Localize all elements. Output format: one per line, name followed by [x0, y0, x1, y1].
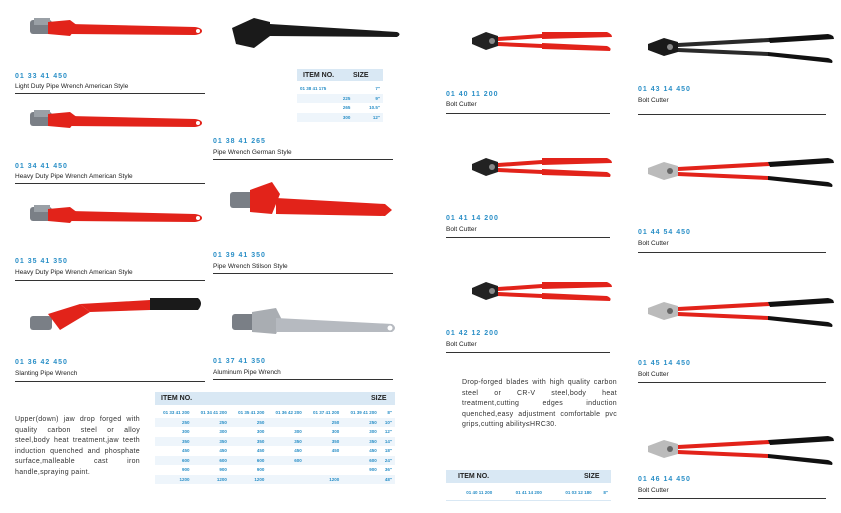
divider: [446, 113, 610, 114]
cutter-table-header: [446, 470, 611, 483]
product-code: 01 43 14 450: [638, 86, 691, 93]
table-cell: 48": [380, 475, 395, 485]
wrench-size-table: [155, 408, 395, 484]
divider: [638, 382, 826, 383]
table-cell: 24": [380, 456, 395, 466]
table-cell: 350: [305, 437, 342, 447]
table-cell: 300: [219, 429, 227, 435]
product-name: Slanting Pipe Wrench: [15, 370, 78, 377]
table-cell: 10": [380, 418, 395, 428]
table-row: [155, 427, 395, 437]
cutter-size-table: [446, 488, 611, 498]
product-name: Bolt Cutter: [638, 487, 669, 494]
product-name: Light Duty Pipe Wrench American Style: [15, 83, 129, 90]
divider: [15, 280, 205, 281]
table-cell: 1200: [192, 475, 229, 485]
german-size-table: [297, 84, 383, 122]
table-cell: 8": [603, 490, 608, 496]
table-row: [155, 408, 395, 418]
header-size: SIZE: [353, 72, 369, 79]
table-cell: 250: [192, 418, 229, 428]
table-cell: 01 37 41 200: [312, 410, 340, 416]
table-cell: 250: [230, 418, 267, 428]
product-code: 01 35 41 350: [15, 258, 68, 265]
table-cell: 350: [230, 437, 267, 447]
table-cell: 600: [192, 456, 229, 466]
table-cell: [305, 456, 342, 466]
product-code: 01 40 11 200: [446, 91, 499, 98]
table-cell: 12": [353, 113, 383, 123]
header-item-no: ITEM NO.: [458, 473, 490, 480]
table-cell: 1200: [305, 475, 342, 485]
table-cell: 450: [181, 448, 190, 454]
divider: [638, 252, 826, 253]
table-cell: 1200: [155, 475, 192, 485]
divider: [15, 183, 205, 184]
table-cell: 225: [297, 94, 353, 104]
product-name: Bolt Cutter: [638, 371, 669, 378]
product-code: 01 39 41 350: [213, 252, 266, 259]
product-code: 01 41 14 200: [446, 215, 499, 222]
wrench-description: Upper(down) jaw drop forged with quality carbon steel or alloy steel,body heat treatment,jaw teeth induction quenched and phosphate surface,malleable cast iron handle,spraying paint.: [15, 416, 140, 476]
table-row: [297, 113, 383, 123]
divider: [638, 114, 826, 115]
wrench-table-header: [155, 392, 395, 405]
table-cell: 8": [387, 410, 392, 416]
table-cell: 18": [384, 448, 392, 454]
product-name: Pipe Wrench German Style: [213, 149, 292, 156]
product-code: 01 37 41 350: [213, 358, 266, 365]
table-row: [446, 488, 611, 498]
divider: [446, 237, 610, 238]
product-code: 01 44 54 450: [638, 229, 691, 236]
product-name: Heavy Duty Pipe Wrench American Style: [15, 173, 133, 180]
divider: [446, 352, 610, 353]
table-cell: 01 36 42 200: [275, 410, 302, 416]
table-cell: 300: [181, 429, 190, 435]
table-row: [155, 465, 395, 475]
table-cell: 250: [342, 418, 379, 428]
table-cell: 350: [342, 437, 379, 447]
divider: [213, 273, 393, 274]
product-code: 01 38 41 265: [213, 138, 266, 145]
divider: [15, 93, 205, 94]
header-size: SIZE: [584, 473, 600, 480]
table-row: [155, 475, 395, 485]
table-cell: 350: [267, 437, 304, 447]
table-cell: [267, 475, 304, 485]
table-cell: 9": [353, 94, 383, 104]
product-name: Heavy Duty Pipe Wrench American Style: [15, 269, 133, 276]
table-cell: 300: [331, 429, 340, 435]
product-name: Aluminum Pipe Wrench: [213, 369, 281, 376]
product-name: Pipe Wrench Stilson Style: [213, 263, 288, 270]
table-cell: 900: [181, 467, 190, 473]
table-cell: 300: [256, 429, 265, 435]
table-cell: 450: [331, 448, 340, 454]
table-cell: 900: [256, 467, 265, 473]
table-cell: 01 39 41 200: [350, 410, 377, 416]
divider: [638, 498, 826, 499]
table-row: [155, 437, 395, 447]
table-cell: 7": [375, 86, 380, 92]
table-cell: 450: [294, 448, 302, 454]
table-cell: [305, 465, 342, 475]
table-cell: 600: [342, 456, 379, 466]
product-name: Bolt Cutter: [446, 226, 477, 233]
table-row: [297, 84, 383, 94]
table-cell: 01 03 12 180: [565, 490, 592, 496]
table-cell: 900: [369, 467, 377, 473]
table-row: [297, 103, 383, 113]
table-cell: 12": [384, 429, 392, 435]
table-cell: 01 35 41 200: [238, 410, 265, 416]
table-cell: [342, 475, 379, 485]
table-cell: [267, 465, 304, 475]
table-cell: 900: [219, 467, 227, 473]
table-cell: 250: [155, 418, 192, 428]
table-cell: 450: [219, 448, 227, 454]
header-item-no: ITEM NO.: [161, 395, 193, 402]
table-cell: [267, 418, 304, 428]
table-cell: 300: [369, 429, 377, 435]
table-cell: 36": [384, 467, 392, 473]
product-code: 01 42 12 200: [446, 330, 499, 337]
product-code: 01 34 41 450: [15, 163, 68, 170]
table-cell: 10.5": [369, 105, 380, 111]
product-code: 01 46 14 450: [638, 476, 691, 483]
divider: [446, 500, 611, 501]
table-cell: 01 33 41 200: [163, 410, 190, 416]
table-row: [297, 94, 383, 104]
table-cell: 1200: [230, 475, 267, 485]
product-name: Bolt Cutter: [638, 240, 669, 247]
table-cell: 250: [305, 418, 342, 428]
product-code: 01 45 14 450: [638, 360, 691, 367]
table-cell: 300: [294, 429, 302, 435]
table-row: [155, 446, 395, 456]
table-cell: 14": [380, 437, 395, 447]
table-cell: 350: [192, 437, 229, 447]
table-row: [155, 456, 395, 466]
german-table-header: [297, 69, 383, 81]
table-cell: 01 34 41 200: [200, 410, 227, 416]
table-cell: 01 38 41 175: [300, 86, 327, 92]
header-item-no: ITEM NO.: [303, 72, 335, 79]
table-cell: 01 40 11 200: [466, 490, 493, 496]
cutter-description: Drop-forged blades with high quality carbon steel or CR-V steel,body heat treatment,cutting edges induction quenched,easy adjustment comfortable pvc grips,cutting ability≤HRC30.: [462, 379, 617, 428]
product-name: Bolt Cutter: [638, 97, 669, 104]
divider: [213, 159, 393, 160]
table-row: [155, 418, 395, 428]
table-cell: 300: [297, 113, 353, 123]
product-code: 01 33 41 450: [15, 73, 68, 80]
product-name: Bolt Cutter: [446, 101, 477, 108]
table-cell: 600: [267, 456, 304, 466]
table-cell: 450: [369, 448, 377, 454]
table-cell: 01 41 14 200: [515, 490, 542, 496]
header-size: SIZE: [371, 395, 387, 402]
product-name: Bolt Cutter: [446, 341, 477, 348]
table-cell: 450: [256, 448, 265, 454]
table-cell: 600: [155, 456, 192, 466]
table-cell: 265: [342, 105, 351, 111]
divider: [15, 381, 205, 382]
table-cell: 600: [230, 456, 267, 466]
divider: [213, 379, 393, 380]
table-cell: 350: [155, 437, 192, 447]
product-code: 01 36 42 450: [15, 359, 68, 366]
